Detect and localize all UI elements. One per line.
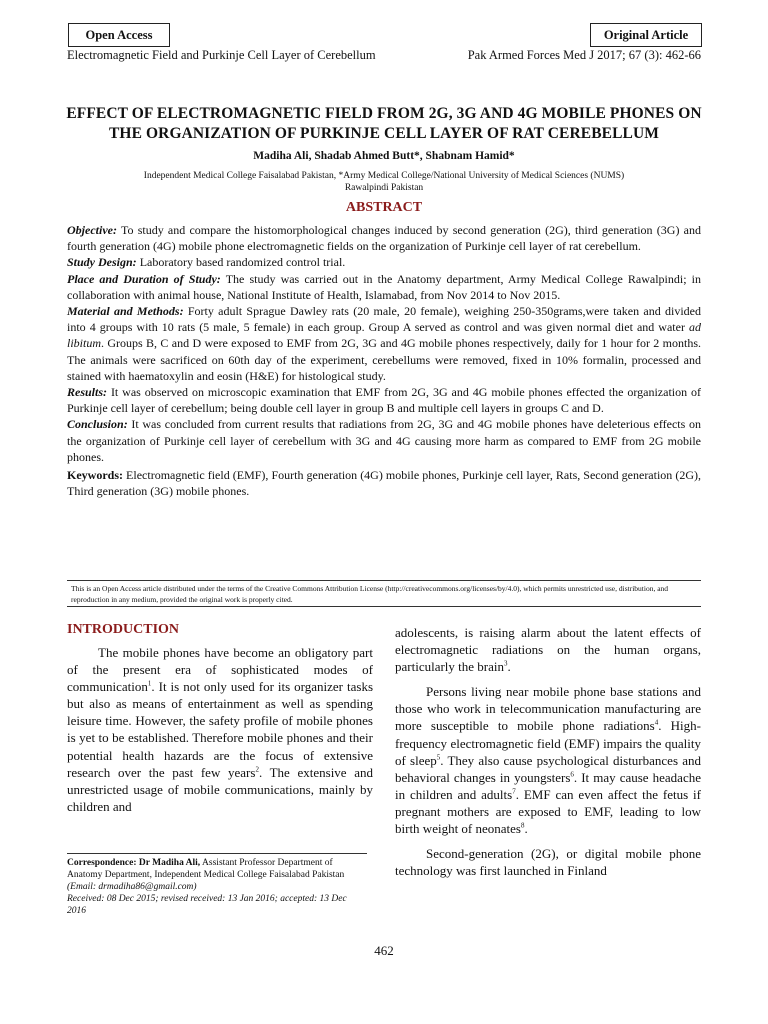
text-run: . EMF can even affect the fetus if pregnant mothers are exposed to EMF, leading to low birth weight of neonates	[395, 786, 701, 837]
abstract-body	[67, 222, 701, 499]
abstract-methods	[67, 303, 701, 384]
correspondence-name: Dr Madiha Ali,	[138, 858, 201, 868]
citation: 4	[654, 719, 659, 728]
affiliation-line-1: Independent Medical College Faisalabad Pakistan, *Army Medical College/National University of Medical Sciences (NUMS)	[143, 171, 625, 181]
page-number: 462	[374, 943, 394, 958]
citation: 7	[512, 787, 516, 796]
objective-label: Objective:	[67, 223, 117, 237]
text-run: Persons living near mobile phone base stations and those who work in telecommunication manufacturing are more susceptible to mobile phone radiations	[395, 684, 701, 734]
methods-label: Material and Methods:	[67, 304, 184, 319]
text-run: .	[524, 821, 528, 837]
title-line-1: EFFECT OF ELECTROMAGNETIC FIELD FROM 2G, 3G AND 4G MOBILE PHONES ON	[66, 105, 702, 122]
design-text: Laboratory based randomized control trial.	[139, 255, 346, 270]
right-paragraph-2	[395, 683, 701, 837]
article-title	[60, 104, 708, 144]
results-text: It was observed on microscopic examination that EMF from 2G, 3G and 4G mobile phones effected the organization of Purkinje cell layer of cerebellum; being double cell layer in group B and multiple cell layers in groups C and D.	[67, 385, 702, 416]
text-run: The mobile phones have become an obligatory part of the present era of sophisticated modes of communication	[67, 645, 373, 695]
conclusion-label: Conclusion:	[67, 417, 128, 432]
left-column	[67, 644, 373, 815]
correspondence-email: (Email: drmadiha86@gmail.com)	[67, 882, 197, 892]
citation: 3	[504, 659, 508, 668]
methods-text-a: Forty adult Sprague Dawley rats (20 male, 20 female), weighing 250-350grams,were taken and divided into 4 groups with 10 rats (5 male, 5 female) in each group. Group A served as control and was given normal diet and water	[67, 304, 702, 335]
affiliation-line-2: Rawalpindi Pakistan	[344, 183, 424, 193]
place-label: Place and Duration of Study:	[67, 271, 221, 286]
design-label: Study Design:	[67, 255, 137, 270]
citation: 5	[436, 753, 441, 762]
objective-text: To study and compare the histomorphological changes induced by second generation (2G), third generation (3G) and fourth generation (4G) mobile phone electromagnetic fields on the organization of Purkinje cell layer of rat cerebellum.	[67, 223, 701, 254]
intro-paragraph-1	[67, 644, 373, 815]
open-access-label: Open Access	[68, 23, 170, 47]
citation: 1	[147, 679, 152, 688]
methods-italic: ad libitum	[67, 320, 702, 351]
abstract-objective	[67, 222, 701, 254]
authors: Madiha Ali, Shadab Ahmed Butt*, Shabnam Hamid*	[253, 150, 515, 162]
keywords-text: Electromagnetic field (EMF), Fourth generation (4G) mobile phones, Purkinje cell layer, Rats, Second generation (2G), Third generation (3G) mobile phones.	[67, 468, 702, 499]
keywords-label: Keywords:	[67, 468, 123, 483]
text-run: . High-frequency electromagnetic field (EMF) impairs the quality of sleep	[395, 718, 701, 768]
correspondence-text: Assistant Professor Department of Anatomy Department, Independent Medical College Faisalabad Pakistan	[67, 858, 345, 880]
text-run: . It is not only used for its organizer tasks but also as means of entertainment as well as spending leisure time. However, the safety profile of mobile phones is yet to be established. Therefore mobile phones and their potential health hazards are the focus of extensive research over the past few years	[67, 679, 373, 780]
text-run: . It may cause headache in children and adults	[395, 769, 701, 802]
abstract-conclusion	[67, 416, 701, 465]
methods-text-b: . Groups B, C and D were exposed to EMF from 2G, 3G and 4G mobile phones respectively, daily for 1 hour for 2 months. The animals were sacrificed on 60th day of the experiment, cerebellums were removed, fixed in 10% formalin, processed and stained with haematoxylin and eosin (H&E) for histological study.	[67, 336, 701, 383]
abstract-design	[67, 254, 701, 270]
text-run: adolescents, is raising alarm about the latent effects of electromagnetic radiations on the human organs, particularly the brain	[395, 625, 701, 675]
right-paragraph-1	[395, 624, 701, 675]
correspondence-label: Correspondence:	[67, 858, 137, 868]
conclusion-text: It was concluded from current results that radiations from 2G, 3G and 4G mobile phones have deleterious effects on the organization of Purkinje cell layer of cerebellum with 3G and 4G causing more harm as compared to EMF from 2G mobile phones.	[67, 417, 701, 464]
license-notice: This is an Open Access article distributed under the terms of the Creative Commons Attribution License (http://creativecommons.org/licenses/by/4.0), which permits unrestricted use, distribution, and reproduction in any medium, provided the original work is properly cited.	[67, 580, 701, 607]
title-line-2: THE ORGANIZATION OF PURKINJE CELL LAYER OF RAT CEREBELLUM	[108, 125, 659, 142]
correspondence-dates: Received: 08 Dec 2015; revised received: 13 Jan 2016; accepted: 13 Dec 2016	[67, 894, 347, 916]
results-label: Results:	[67, 385, 108, 400]
running-title: Electromagnetic Field and Purkinje Cell Layer of Cerebellum	[67, 48, 376, 62]
citation: 6	[570, 770, 574, 779]
abstract-results	[67, 384, 701, 416]
right-paragraph-3: Second-generation (2G), or digital mobile phone technology was first launched in Finland	[395, 846, 701, 879]
journal-reference: Pak Armed Forces Med J 2017; 67 (3): 462-66	[467, 48, 701, 62]
citation: 8	[521, 821, 525, 830]
text-run: .	[507, 659, 511, 675]
text-run: . The extensive and unrestricted usage of mobile communications, mainly by children and	[67, 764, 374, 814]
correspondence-box	[67, 853, 367, 917]
citation: 2	[255, 765, 259, 774]
text-run: . They also cause psychological disturbances and behavioral changes in youngsters	[395, 752, 701, 785]
abstract-heading: ABSTRACT	[345, 200, 423, 215]
original-article-label: Original Article	[590, 23, 702, 47]
abstract-place	[67, 271, 701, 303]
abstract-keywords	[67, 467, 701, 499]
introduction-heading: INTRODUCTION	[67, 622, 180, 637]
place-text: The study was carried out in the Anatomy department, Army Medical College Rawalpindi; in collaboration with animal house, National Institute of Health, Islamabad, from Nov 2014 to Nov 2015.	[67, 271, 701, 302]
affiliation	[90, 170, 678, 194]
right-column	[395, 624, 701, 879]
